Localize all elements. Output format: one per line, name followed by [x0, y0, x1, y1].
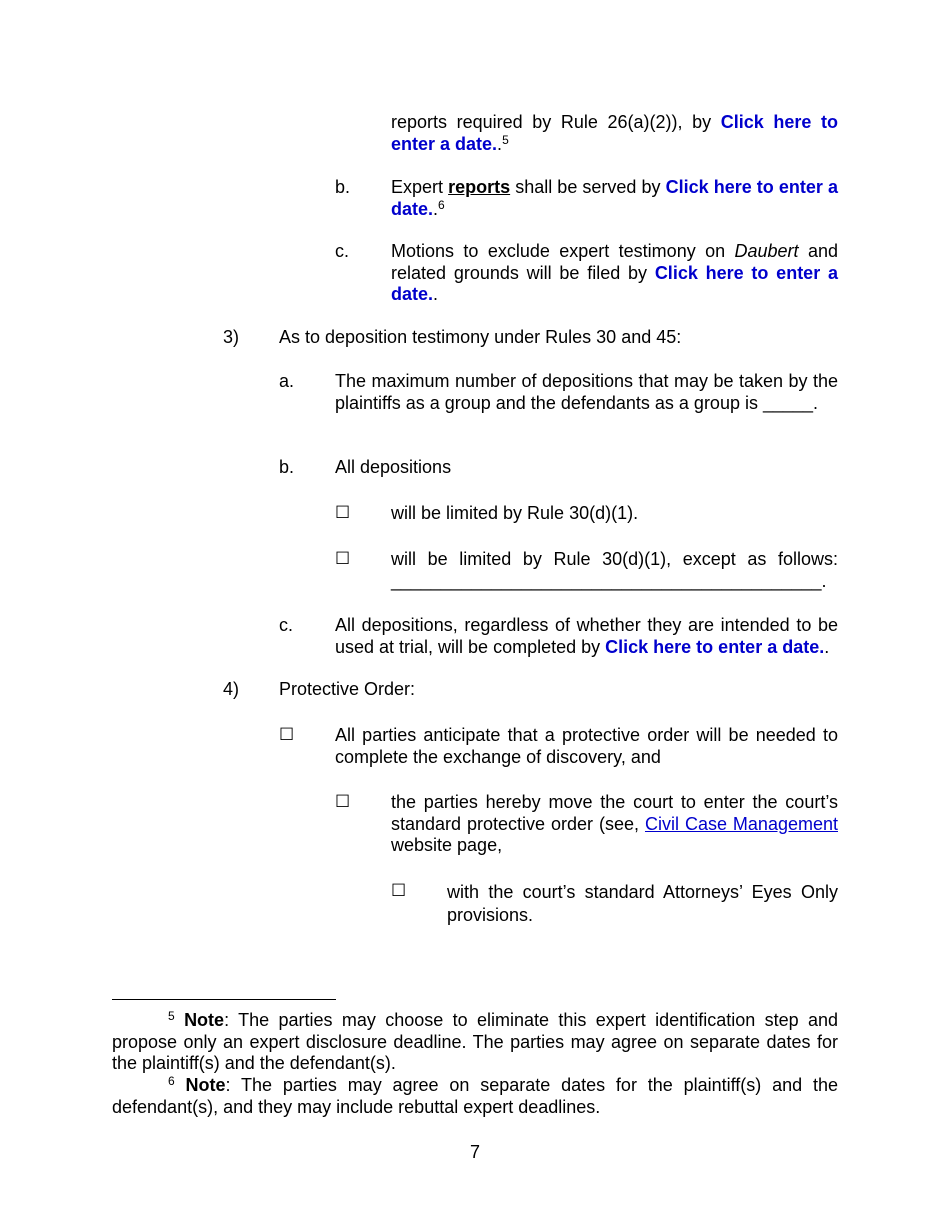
- date-field-3c[interactable]: Click here to enter a date.: [605, 636, 825, 657]
- checkbox-protective-order-needed[interactable]: ☐: [279, 725, 295, 745]
- page-number: 7: [469, 1142, 480, 1162]
- footnote-ref-5[interactable]: 5: [502, 132, 509, 147]
- item3a-label: a.: [279, 371, 295, 391]
- item3c-text: All depositions, regardless of whether they are intended to be used at trial, will be completed by Click here to enter a date..: [335, 615, 838, 657]
- date-field-2b[interactable]: Click here to enter a date.: [391, 177, 838, 219]
- date-field-2a[interactable]: Click here to enter a date.: [391, 112, 838, 154]
- item3c-label: c.: [279, 615, 294, 635]
- item3b-label: b.: [279, 457, 295, 477]
- footnote-separator: [112, 999, 336, 1000]
- option-protective-order-needed: All parties anticipate that a protective order will be needed to complete the exchange of discovery, and: [335, 725, 838, 767]
- checkbox-rule30-except[interactable]: ☐: [335, 549, 351, 569]
- option-standard-protective-order: the parties hereby move the court to enter the court’s standard protective order (see, Civil Case Management website page,: [391, 792, 838, 855]
- item2c-text: Motions to exclude expert testimony on Daubert and related grounds will be filed by Click here to enter a date..: [391, 241, 838, 304]
- checkbox-standard-protective-order[interactable]: ☐: [335, 792, 351, 812]
- footnote-5: $^5$ Note: The parties may choose to eliminate this expert identification step and propose only an expert disclosure deadline. The parties may agree on separate dates for the plaintiff(s) and the defendant(s).: [112, 1009, 838, 1073]
- footnote-ref-6[interactable]: 6: [438, 197, 445, 212]
- item4-heading: Protective Order:: [279, 679, 416, 699]
- option-attorneys-eyes-only: with the court’s standard Attorneys’ Eyes Only provisions.: [447, 882, 838, 925]
- item3-number: 3): [223, 327, 240, 347]
- civil-case-management-link[interactable]: Civil Case Management: [644, 813, 838, 834]
- option-rule30-except: will be limited by Rule 30(d)(1), except as follows: ___________________________________________.: [391, 549, 838, 591]
- option-rule30-limit: will be limited by Rule 30(d)(1).: [391, 503, 639, 523]
- item2c-label: c.: [335, 241, 350, 261]
- checkbox-rule30-limit[interactable]: ☐: [335, 503, 351, 523]
- item4-number: 4): [223, 679, 240, 699]
- item2a-continuation: reports required by Rule 26(a)(2)), by Click here to enter a date..$^5$: [391, 112, 838, 154]
- date-field-2c[interactable]: Click here to enter a date.: [391, 262, 838, 304]
- item3b-text: All depositions: [335, 457, 452, 477]
- item2b-text: Expert reports shall be served by Click here to enter a date..$^6$: [391, 177, 838, 219]
- footnote-6-number: 6: [168, 1074, 175, 1088]
- footnote-5-number: 5: [168, 1009, 175, 1023]
- checkbox-attorneys-eyes-only[interactable]: ☐: [391, 881, 407, 901]
- item2b-label: b.: [335, 177, 351, 197]
- item3a-text: The maximum number of depositions that may be taken by the plaintiffs as a group and the defendants as a group is _____.: [335, 371, 838, 413]
- footnote-6: $^6$ Note: The parties may agree on separate dates for the plaintiff(s) and the defendant(s), and they may include rebuttal expert deadlines.: [112, 1074, 838, 1117]
- item3-heading: As to deposition testimony under Rules 30 and 45:: [279, 327, 682, 347]
